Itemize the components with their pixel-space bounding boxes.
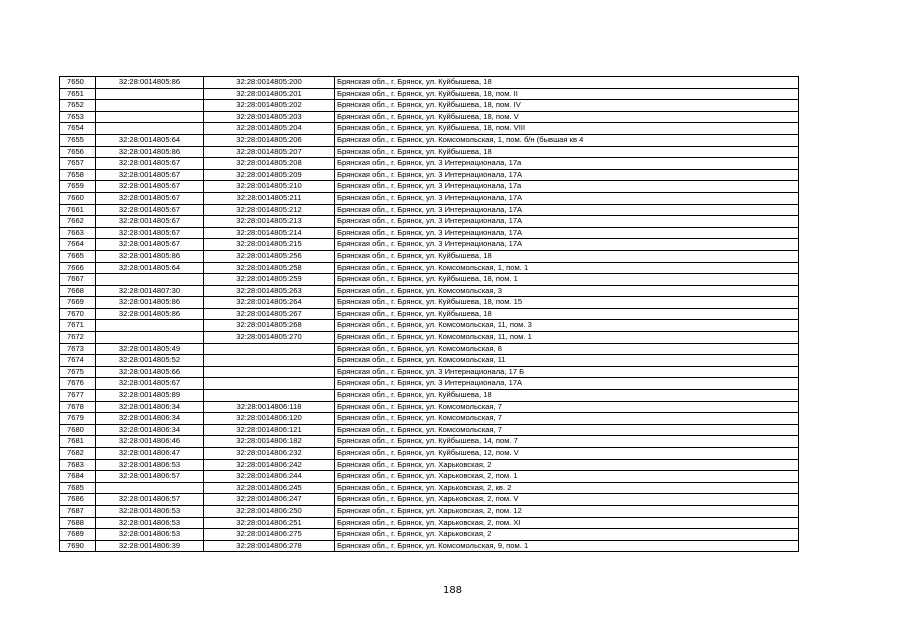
parent-cadastral-number-cell: 32:28:0014805:67 xyxy=(96,378,204,390)
table-row xyxy=(60,401,799,413)
address-cell: Брянская обл., г. Брянск, ул. Харьковская, 2 xyxy=(335,529,799,541)
table-row xyxy=(60,517,799,529)
parent-cadastral-number-cell: 32:28:0014806:34 xyxy=(96,413,204,425)
parent-cadastral-number-cell: 32:28:0014805:67 xyxy=(96,192,204,204)
cadastral-number-cell: 32:28:0014806:232 xyxy=(204,448,335,460)
table-row xyxy=(60,390,799,402)
table-row xyxy=(60,227,799,239)
table-row xyxy=(60,308,799,320)
table-row xyxy=(60,529,799,541)
address-cell: Брянская обл., г. Брянск, ул. 3 Интернационала, 17А xyxy=(335,378,799,390)
parent-cadastral-number-cell xyxy=(96,274,204,286)
row-number-cell: 7660 xyxy=(60,192,96,204)
table-row xyxy=(60,413,799,425)
address-cell: Брянская обл., г. Брянск, ул. 3 Интернационала, 17А xyxy=(335,192,799,204)
row-number-cell: 7656 xyxy=(60,146,96,158)
row-number-cell: 7651 xyxy=(60,88,96,100)
table-row xyxy=(60,320,799,332)
row-number-cell: 7677 xyxy=(60,390,96,402)
parent-cadastral-number-cell: 32:28:0014805:67 xyxy=(96,204,204,216)
row-number-cell: 7676 xyxy=(60,378,96,390)
parent-cadastral-number-cell: 32:28:0014805:64 xyxy=(96,262,204,274)
cadastral-number-cell: 32:28:0014805:210 xyxy=(204,181,335,193)
cadastral-number-cell xyxy=(204,366,335,378)
parent-cadastral-number-cell: 32:28:0014805:67 xyxy=(96,216,204,228)
table-row xyxy=(60,158,799,170)
property-register-table xyxy=(59,76,799,552)
address-cell: Брянская обл., г. Брянск, ул. Комсомольская, 11, пом. 3 xyxy=(335,320,799,332)
table-row xyxy=(60,134,799,146)
row-number-cell: 7667 xyxy=(60,274,96,286)
table-row xyxy=(60,250,799,262)
cadastral-number-cell: 32:28:0014806:244 xyxy=(204,471,335,483)
parent-cadastral-number-cell: 32:28:0014805:64 xyxy=(96,134,204,146)
address-cell: Брянская обл., г. Брянск, ул. Комсомольская, 11 xyxy=(335,355,799,367)
parent-cadastral-number-cell: 32:28:0014805:52 xyxy=(96,355,204,367)
parent-cadastral-number-cell: 32:28:0014806:34 xyxy=(96,424,204,436)
address-cell: Брянская обл., г. Брянск, ул. Куйбышева, 18 xyxy=(335,308,799,320)
address-cell: Брянская обл., г. Брянск, ул. Куйбышева, 14, пом. 7 xyxy=(335,436,799,448)
table-row xyxy=(60,111,799,123)
cadastral-number-cell xyxy=(204,390,335,402)
table-row xyxy=(60,216,799,228)
row-number-cell: 7684 xyxy=(60,471,96,483)
address-cell: Брянская обл., г. Брянск, ул. Комсомольская, 7 xyxy=(335,401,799,413)
parent-cadastral-number-cell: 32:28:0014806:57 xyxy=(96,494,204,506)
cadastral-number-cell: 32:28:0014806:242 xyxy=(204,459,335,471)
address-cell: Брянская обл., г. Брянск, ул. Комсомольская, 9, пом. 1 xyxy=(335,540,799,552)
row-number-cell: 7650 xyxy=(60,77,96,89)
cadastral-number-cell: 32:28:0014805:268 xyxy=(204,320,335,332)
address-cell: Брянская обл., г. Брянск, ул. Куйбышева, 18, пом. 1 xyxy=(335,274,799,286)
row-number-cell: 7665 xyxy=(60,250,96,262)
row-number-cell: 7673 xyxy=(60,343,96,355)
row-number-cell: 7690 xyxy=(60,540,96,552)
cadastral-number-cell: 32:28:0014806:120 xyxy=(204,413,335,425)
parent-cadastral-number-cell: 32:28:0014805:86 xyxy=(96,297,204,309)
address-cell: Брянская обл., г. Брянск, ул. Куйбышева, 12, пом. V xyxy=(335,448,799,460)
table-row xyxy=(60,297,799,309)
row-number-cell: 7679 xyxy=(60,413,96,425)
row-number-cell: 7688 xyxy=(60,517,96,529)
cadastral-number-cell: 32:28:0014805:206 xyxy=(204,134,335,146)
parent-cadastral-number-cell: 32:28:0014805:67 xyxy=(96,158,204,170)
cadastral-number-cell: 32:28:0014805:211 xyxy=(204,192,335,204)
parent-cadastral-number-cell: 32:28:0014805:86 xyxy=(96,146,204,158)
table-row xyxy=(60,505,799,517)
address-cell: Брянская обл., г. Брянск, ул. Куйбышева, 18 xyxy=(335,77,799,89)
cadastral-number-cell: 32:28:0014805:259 xyxy=(204,274,335,286)
table-row xyxy=(60,192,799,204)
address-cell: Брянская обл., г. Брянск, ул. 3 Интернационала, 17а xyxy=(335,181,799,193)
address-cell: Брянская обл., г. Брянск, ул. Куйбышева, 18 xyxy=(335,146,799,158)
cadastral-number-cell: 32:28:0014805:201 xyxy=(204,88,335,100)
row-number-cell: 7666 xyxy=(60,262,96,274)
cadastral-number-cell: 32:28:0014805:209 xyxy=(204,169,335,181)
cadastral-number-cell: 32:28:0014806:245 xyxy=(204,482,335,494)
table-row xyxy=(60,448,799,460)
address-cell: Брянская обл., г. Брянск, ул. Комсомольская, 1, пом. б/н (бывшая кв 4 xyxy=(335,134,799,146)
cadastral-number-cell: 32:28:0014805:213 xyxy=(204,216,335,228)
cadastral-number-cell: 32:28:0014805:214 xyxy=(204,227,335,239)
row-number-cell: 7670 xyxy=(60,308,96,320)
address-cell: Брянская обл., г. Брянск, ул. Комсомольская, 3 xyxy=(335,285,799,297)
address-cell: Брянская обл., г. Брянск, ул. Комсомольская, 11, пом. 1 xyxy=(335,332,799,344)
address-cell: Брянская обл., г. Брянск, ул. Куйбышева, 18, пом. II xyxy=(335,88,799,100)
cadastral-number-cell: 32:28:0014805:202 xyxy=(204,100,335,112)
table-row xyxy=(60,123,799,135)
cadastral-number-cell xyxy=(204,343,335,355)
row-number-cell: 7687 xyxy=(60,505,96,517)
table-row xyxy=(60,494,799,506)
parent-cadastral-number-cell: 32:28:0014806:53 xyxy=(96,459,204,471)
cadastral-number-cell: 32:28:0014805:270 xyxy=(204,332,335,344)
row-number-cell: 7668 xyxy=(60,285,96,297)
parent-cadastral-number-cell: 32:28:0014806:53 xyxy=(96,505,204,517)
parent-cadastral-number-cell xyxy=(96,111,204,123)
table-row xyxy=(60,88,799,100)
table-row xyxy=(60,100,799,112)
table-row xyxy=(60,366,799,378)
row-number-cell: 7661 xyxy=(60,204,96,216)
parent-cadastral-number-cell: 32:28:0014806:53 xyxy=(96,517,204,529)
parent-cadastral-number-cell xyxy=(96,123,204,135)
parent-cadastral-number-cell xyxy=(96,320,204,332)
address-cell: Брянская обл., г. Брянск, ул. 3 Интернационала, 17А xyxy=(335,216,799,228)
parent-cadastral-number-cell xyxy=(96,100,204,112)
cadastral-number-cell xyxy=(204,355,335,367)
cadastral-number-cell: 32:28:0014805:258 xyxy=(204,262,335,274)
parent-cadastral-number-cell: 32:28:0014805:89 xyxy=(96,390,204,402)
row-number-cell: 7659 xyxy=(60,181,96,193)
row-number-cell: 7655 xyxy=(60,134,96,146)
parent-cadastral-number-cell: 32:28:0014805:67 xyxy=(96,181,204,193)
cadastral-number-cell: 32:28:0014806:247 xyxy=(204,494,335,506)
address-cell: Брянская обл., г. Брянск, ул. Харьковская, 2, кв. 2 xyxy=(335,482,799,494)
cadastral-number-cell: 32:28:0014805:203 xyxy=(204,111,335,123)
row-number-cell: 7686 xyxy=(60,494,96,506)
address-cell: Брянская обл., г. Брянск, ул. Куйбышева, 18 xyxy=(335,390,799,402)
table-row xyxy=(60,285,799,297)
address-cell: Брянская обл., г. Брянск, ул. Куйбышева, 18, пом. V xyxy=(335,111,799,123)
table-row xyxy=(60,274,799,286)
table-row xyxy=(60,146,799,158)
parent-cadastral-number-cell: 32:28:0014806:34 xyxy=(96,401,204,413)
address-cell: Брянская обл., г. Брянск, ул. Харьковская, 2, пом. XI xyxy=(335,517,799,529)
row-number-cell: 7654 xyxy=(60,123,96,135)
cadastral-number-cell: 32:28:0014805:215 xyxy=(204,239,335,251)
cadastral-number-cell: 32:28:0014806:118 xyxy=(204,401,335,413)
address-cell: Брянская обл., г. Брянск, ул. 3 Интернационала, 17А xyxy=(335,169,799,181)
table-row xyxy=(60,169,799,181)
cadastral-number-cell: 32:28:0014806:121 xyxy=(204,424,335,436)
row-number-cell: 7682 xyxy=(60,448,96,460)
cadastral-number-cell: 32:28:0014806:250 xyxy=(204,505,335,517)
row-number-cell: 7657 xyxy=(60,158,96,170)
parent-cadastral-number-cell: 32:28:0014806:46 xyxy=(96,436,204,448)
parent-cadastral-number-cell: 32:28:0014805:86 xyxy=(96,308,204,320)
table-row xyxy=(60,239,799,251)
table-row xyxy=(60,436,799,448)
table-row xyxy=(60,540,799,552)
table-row xyxy=(60,471,799,483)
cadastral-number-cell: 32:28:0014805:267 xyxy=(204,308,335,320)
table-row xyxy=(60,378,799,390)
parent-cadastral-number-cell: 32:28:0014805:67 xyxy=(96,227,204,239)
row-number-cell: 7674 xyxy=(60,355,96,367)
row-number-cell: 7672 xyxy=(60,332,96,344)
address-cell: Брянская обл., г. Брянск, ул. Комсомольская, 7 xyxy=(335,413,799,425)
table-row xyxy=(60,204,799,216)
row-number-cell: 7669 xyxy=(60,297,96,309)
cadastral-number-cell: 32:28:0014805:263 xyxy=(204,285,335,297)
address-cell: Брянская обл., г. Брянск, ул. 3 Интернационала, 17а xyxy=(335,158,799,170)
cadastral-number-cell: 32:28:0014805:264 xyxy=(204,297,335,309)
table-row xyxy=(60,262,799,274)
cadastral-number-cell: 32:28:0014806:182 xyxy=(204,436,335,448)
row-number-cell: 7680 xyxy=(60,424,96,436)
parent-cadastral-number-cell xyxy=(96,482,204,494)
address-cell: Брянская обл., г. Брянск, ул. Комсомольская, 1, пом. 1 xyxy=(335,262,799,274)
row-number-cell: 7683 xyxy=(60,459,96,471)
row-number-cell: 7664 xyxy=(60,239,96,251)
address-cell: Брянская обл., г. Брянск, ул. 3 Интернационала, 17А xyxy=(335,227,799,239)
row-number-cell: 7663 xyxy=(60,227,96,239)
table-row xyxy=(60,332,799,344)
parent-cadastral-number-cell: 32:28:0014806:39 xyxy=(96,540,204,552)
cadastral-number-cell: 32:28:0014805:212 xyxy=(204,204,335,216)
parent-cadastral-number-cell: 32:28:0014805:49 xyxy=(96,343,204,355)
address-cell: Брянская обл., г. Брянск, ул. 3 Интернационала, 17А xyxy=(335,239,799,251)
address-cell: Брянская обл., г. Брянск, ул. Куйбышева, 18 xyxy=(335,250,799,262)
address-cell: Брянская обл., г. Брянск, ул. Куйбышева, 18, пом. 15 xyxy=(335,297,799,309)
parent-cadastral-number-cell: 32:28:0014805:66 xyxy=(96,366,204,378)
cadastral-number-cell: 32:28:0014806:278 xyxy=(204,540,335,552)
address-cell: Брянская обл., г. Брянск, ул. 3 Интернационала, 17А xyxy=(335,204,799,216)
cadastral-number-cell: 32:28:0014805:256 xyxy=(204,250,335,262)
parent-cadastral-number-cell: 32:28:0014807:30 xyxy=(96,285,204,297)
row-number-cell: 7671 xyxy=(60,320,96,332)
row-number-cell: 7662 xyxy=(60,216,96,228)
cadastral-number-cell xyxy=(204,378,335,390)
table-row xyxy=(60,181,799,193)
row-number-cell: 7658 xyxy=(60,169,96,181)
row-number-cell: 7675 xyxy=(60,366,96,378)
address-cell: Брянская обл., г. Брянск, ул. 3 Интернационала, 17 Б xyxy=(335,366,799,378)
address-cell: Брянская обл., г. Брянск, ул. Харьковская, 2, пом. 1 xyxy=(335,471,799,483)
row-number-cell: 7652 xyxy=(60,100,96,112)
address-cell: Брянская обл., г. Брянск, ул. Комсомольская, 7 xyxy=(335,424,799,436)
row-number-cell: 7678 xyxy=(60,401,96,413)
address-cell: Брянская обл., г. Брянск, ул. Куйбышева, 18, пом. VIII xyxy=(335,123,799,135)
address-cell: Брянская обл., г. Брянск, ул. Харьковская, 2, пом. 12 xyxy=(335,505,799,517)
cadastral-number-cell: 32:28:0014805:208 xyxy=(204,158,335,170)
table-row xyxy=(60,459,799,471)
parent-cadastral-number-cell: 32:28:0014806:47 xyxy=(96,448,204,460)
parent-cadastral-number-cell: 32:28:0014805:67 xyxy=(96,239,204,251)
address-cell: Брянская обл., г. Брянск, ул. Харьковская, 2, пом. V xyxy=(335,494,799,506)
row-number-cell: 7681 xyxy=(60,436,96,448)
cadastral-number-cell: 32:28:0014806:275 xyxy=(204,529,335,541)
parent-cadastral-number-cell: 32:28:0014806:53 xyxy=(96,529,204,541)
page-number: 188 xyxy=(442,585,463,596)
row-number-cell: 7653 xyxy=(60,111,96,123)
parent-cadastral-number-cell: 32:28:0014805:86 xyxy=(96,77,204,89)
row-number-cell: 7689 xyxy=(60,529,96,541)
table-row xyxy=(60,343,799,355)
row-number-cell: 7685 xyxy=(60,482,96,494)
cadastral-number-cell: 32:28:0014805:200 xyxy=(204,77,335,89)
table-row xyxy=(60,355,799,367)
cadastral-number-cell: 32:28:0014805:207 xyxy=(204,146,335,158)
parent-cadastral-number-cell: 32:28:0014805:67 xyxy=(96,169,204,181)
table-body xyxy=(60,77,799,552)
address-cell: Брянская обл., г. Брянск, ул. Харьковская, 2 xyxy=(335,459,799,471)
table-row xyxy=(60,482,799,494)
parent-cadastral-number-cell: 32:28:0014805:86 xyxy=(96,250,204,262)
table-row xyxy=(60,77,799,89)
address-cell: Брянская обл., г. Брянск, ул. Комсомольская, 8 xyxy=(335,343,799,355)
table-row xyxy=(60,424,799,436)
parent-cadastral-number-cell xyxy=(96,88,204,100)
parent-cadastral-number-cell: 32:28:0014806:57 xyxy=(96,471,204,483)
cadastral-number-cell: 32:28:0014805:204 xyxy=(204,123,335,135)
address-cell: Брянская обл., г. Брянск, ул. Куйбышева, 18, пом. IV xyxy=(335,100,799,112)
cadastral-number-cell: 32:28:0014806:251 xyxy=(204,517,335,529)
parent-cadastral-number-cell xyxy=(96,332,204,344)
